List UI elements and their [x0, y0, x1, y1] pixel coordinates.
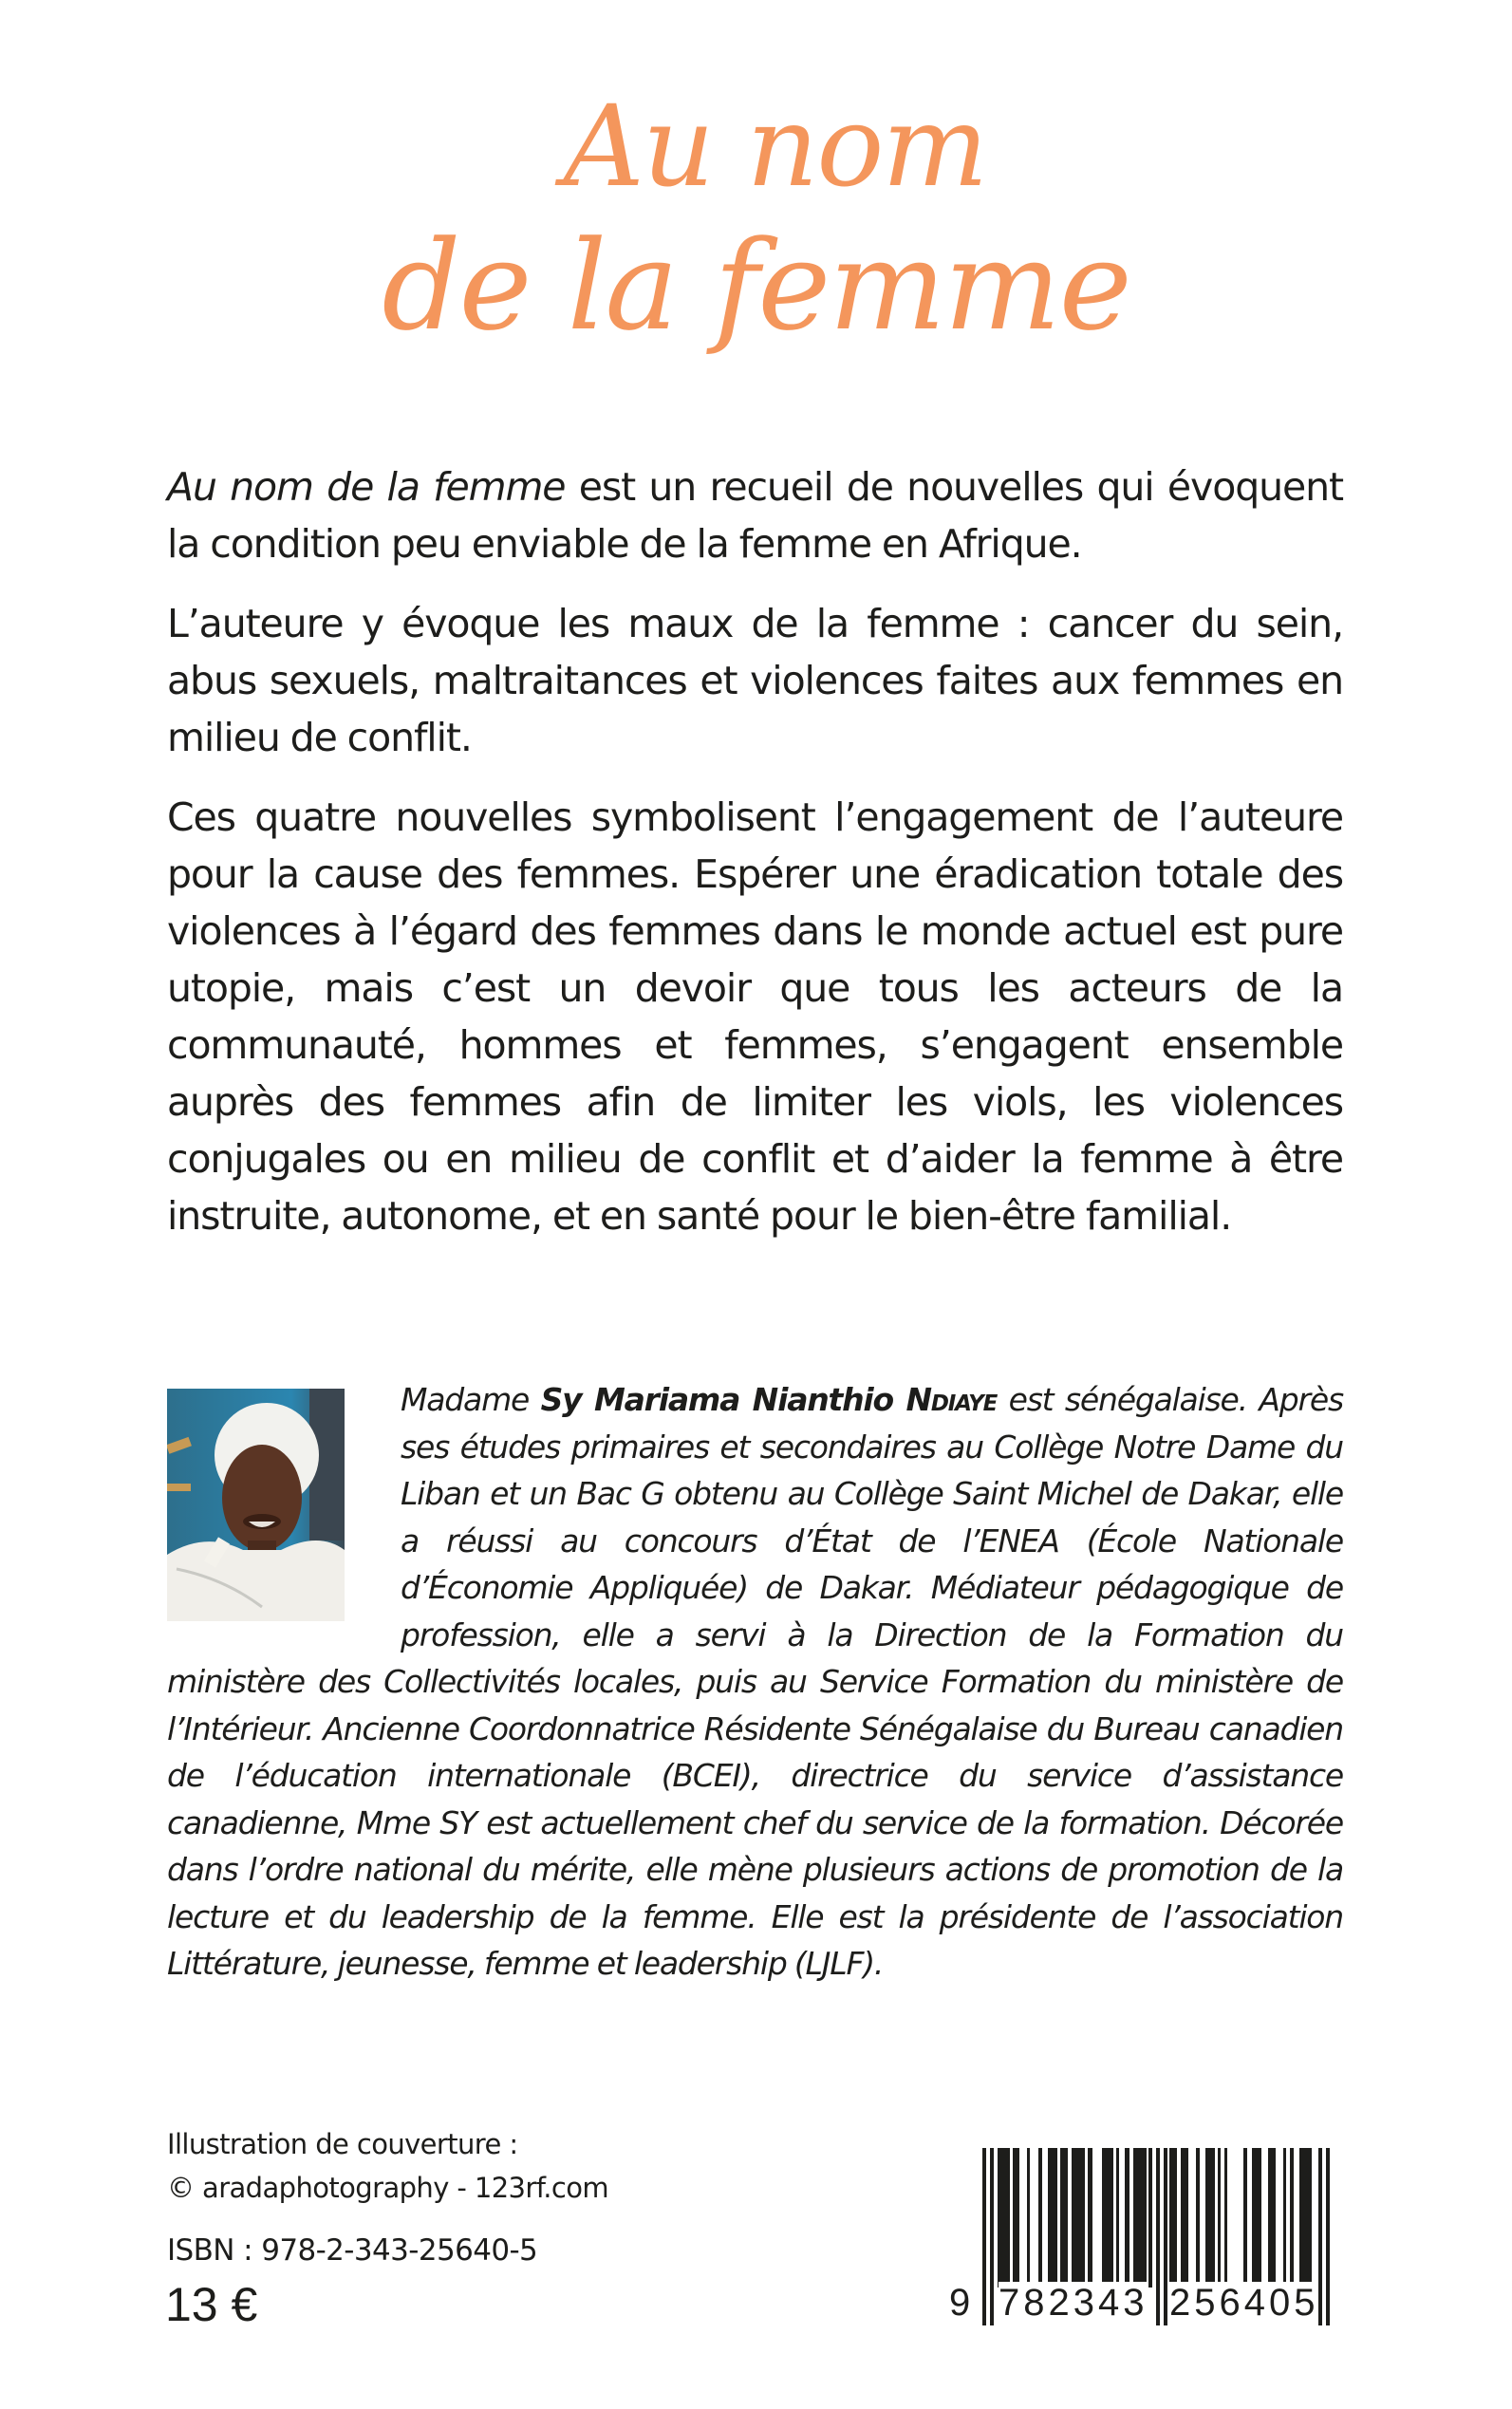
book-description: [167, 458, 1343, 1267]
cover-illustration-credits: [167, 2122, 608, 2210]
description-paragraph-3: Ces quatre nouvelles symbolisent l’engagement de l’auteure pour la cause des femmes. Espérer une éradication totale des violences à l’égard des femmes dans le monde actuel est pure utopie, mais c’est un devoir que tous les acteurs de la communauté, hommes et femmes, s’engagent ensemble auprès des femmes afin de limiter les viols, les violences conjugales ou en milieu de conflit et d’aider la femme à être instruite, autonome, et en santé pour le bien-être familial.: [167, 794, 1343, 1239]
author-surname: Ndiaye: [905, 1381, 998, 1418]
barcode-number: [945, 2282, 1344, 2324]
author-photo: [167, 1389, 345, 1621]
title-line-2: de la femme: [382, 214, 1130, 358]
credits-label: Illustration de couverture :: [167, 2128, 518, 2160]
isbn: ISBN : 978-2-343-25640-5: [167, 2233, 538, 2268]
barcode-left-digits: 782343: [999, 2282, 1148, 2324]
author-portrait-icon: [167, 1389, 345, 1621]
credits-value: © aradaphotography - 123rf.com: [167, 2172, 608, 2204]
barcode-right-digits: 256405: [1169, 2282, 1319, 2324]
description-book-title: Au nom de la femme: [167, 464, 566, 510]
title-line-1: Au nom: [563, 81, 987, 212]
description-paragraph-1: [167, 458, 1343, 572]
barcode-first-digit: 9: [949, 2282, 975, 2324]
book-title: [0, 81, 1512, 358]
author-name: Sy Mariama Nianthio: [540, 1381, 906, 1418]
bio-prefix: Madame: [401, 1381, 541, 1418]
description-p1-text: est un recueil de nouvelles qui évoquent la condition peu enviable de la femme en Afrique.: [167, 464, 1343, 567]
description-paragraph-2: L’auteure y évoque les maux de la femme : cancer du sein, abus sexuels, maltraitances et violences faites aux femmes en milieu de conflit.: [167, 601, 1343, 760]
price: 13 €: [165, 2278, 258, 2331]
bio-body: est sénégalaise. Après ses études primaires et secondaires au Collège Notre Dame du Liban et un Bac G obtenu au Collège Saint Michel de Dakar, elle a réussi au concours d’État de l’ENEA (École Nationale d’Économie Appliquée) de Dakar. Médiateur pédagogique de profession, elle a servi à la Direction de la Formation du ministère des Collectivités locales, puis au Service Formation du ministère de l’Intérieur. Ancienne Coordonnatrice Résidente Sénégalaise du Bureau canadien de l’éducation internationale (BCEI), directrice du service d’assistance canadienne, Mme SY est actuellement chef du service de la formation. Décorée dans l’ordre national du mérite, elle mène plusieurs actions de promotion de la lecture et du leadership de la femme. Elle est la présidente de l’association Littérature, jeunesse, femme et leadership (LJLF).: [167, 1381, 1344, 1982]
author-bio: [167, 1376, 1343, 1988]
